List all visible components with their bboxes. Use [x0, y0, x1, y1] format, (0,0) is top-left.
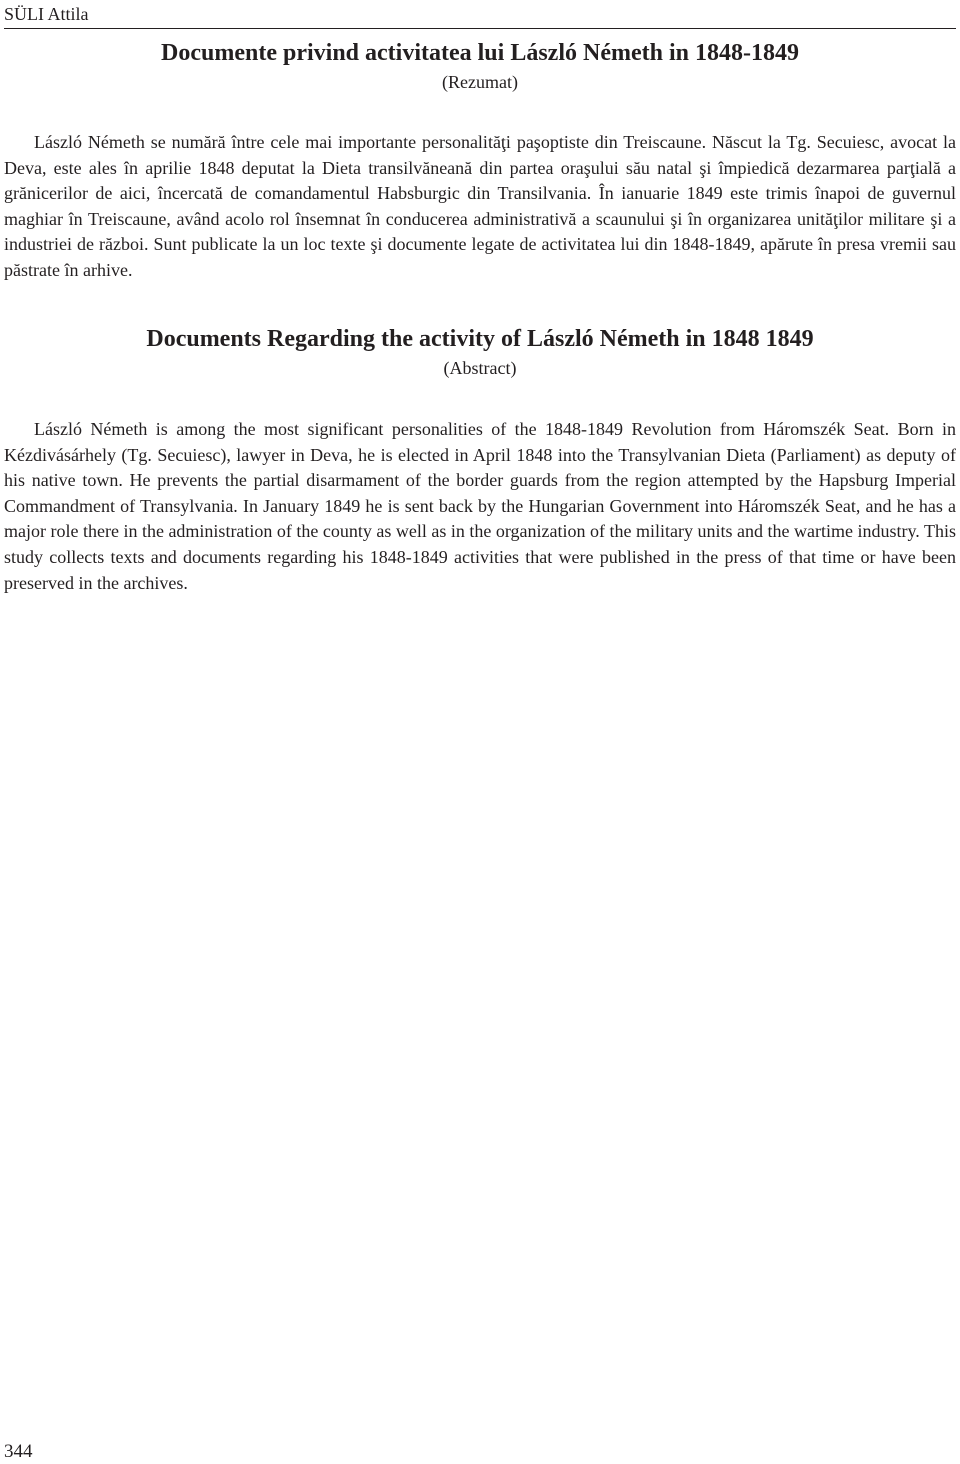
romanian-abstract-text: László Németh se numără între cele mai importante personalităţi paşoptiste din Treiscaune. Născut la Tg. Secuiesc, avocat la Deva, este ales în aprilie 1848 deputat la Dieta transilvăneană din partea oraşului său natal şi împiedică dezarmarea parţială a grănicerilor de aici, încercată de comandamentul Habsburgic din Transilvania. În ianuarie 1849 este trimis înapoi de guvernul maghiar în Treiscaune, având acolo rol însemnat în conducerea administrativă a scaunului şi în organizarea unităţilor militare şi a industriei de război. Sunt publicate la un loc texte şi documente legate de activitatea lui din 1848-1849, apărute în presa vremii sau păstrate în arhive.	[4, 132, 956, 280]
romanian-title: Documente privind activitatea lui László Németh in 1848-1849	[161, 40, 799, 66]
running-header	[4, 3, 956, 29]
english-abstract-section	[4, 324, 956, 596]
page-number: 344	[4, 1441, 33, 1462]
romanian-abstract-section	[4, 38, 956, 284]
romanian-subtitle: (Rezumat)	[442, 72, 518, 92]
author-name: SÜLI Attila	[4, 4, 89, 24]
english-title: Documents Regarding the activity of László Németh in 1848 1849	[146, 326, 814, 352]
english-subtitle: (Abstract)	[443, 358, 517, 378]
english-abstract-text: László Németh is among the most significant personalities of the 1848-1849 Revolution from Háromszék Seat. Born in Kézdivásárhely (Tg. Secuiesc), lawyer in Deva, he is elected in April 1848 into the Transylvanian Dieta (Parliament) as deputy of his native town. He prevents the partial disarmament of the border guards from the region attempted by the Hapsburg Imperial Commandment of Transylvania. In January 1849 he is sent back by the Hungarian Government into Háromszék Seat, and he has a major role there in the administration of the county as well as in the organization of the military units and the wartime industry. This study collects texts and documents regarding his 1848-1849 activities that were published in the press of that time or have been preserved in the archives.	[4, 419, 956, 593]
